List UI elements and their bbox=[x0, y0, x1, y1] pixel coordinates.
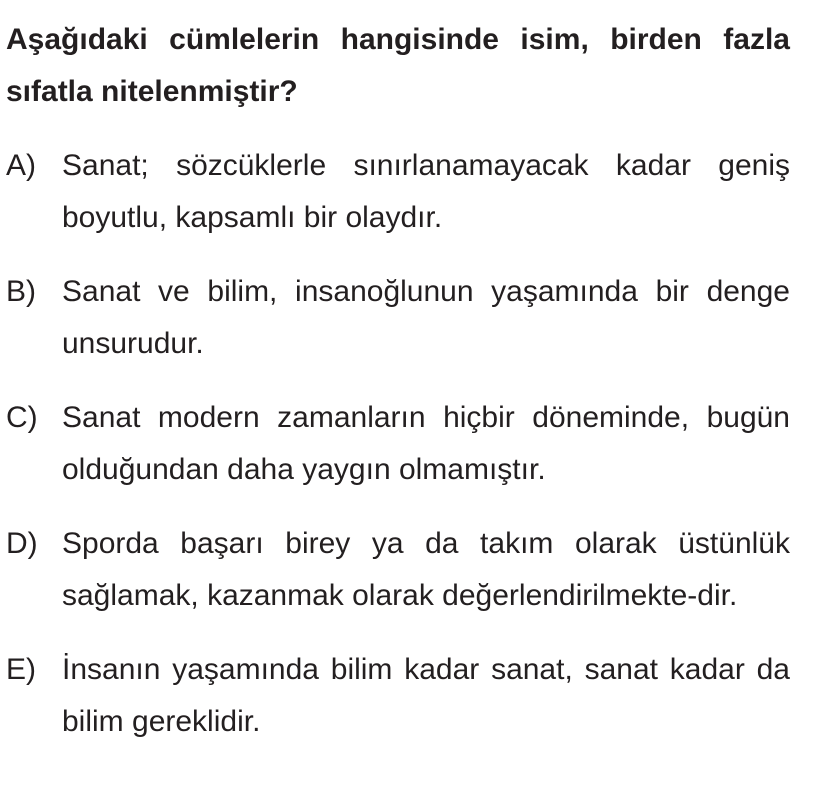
option-d[interactable] bbox=[6, 518, 790, 622]
option-b[interactable] bbox=[6, 266, 790, 370]
question-stem: Aşağıdaki cümlelerin hangisinde isim, birden fazla sıfatla nitelenmiştir? bbox=[6, 23, 790, 108]
option-text: Sanat ve bilim, insanoğlunun yaşamında bir denge unsurudur. bbox=[62, 275, 790, 360]
option-text: İnsanın yaşamında bilim kadar sanat, sanat kadar da bilim gereklidir. bbox=[62, 653, 790, 738]
option-letter: B) bbox=[6, 275, 36, 308]
option-letter: A) bbox=[6, 149, 36, 182]
option-c[interactable] bbox=[6, 392, 790, 496]
option-letter: E) bbox=[6, 653, 36, 686]
option-a[interactable] bbox=[6, 140, 790, 244]
option-text: Sanat; sözcüklerle sınırlanamayacak kadar geniş boyutlu, kapsamlı bir olaydır. bbox=[62, 149, 790, 234]
option-letter: D) bbox=[6, 527, 38, 560]
option-text: Sporda başarı birey ya da takım olarak üstünlük sağlamak, kazanmak olarak değerlendirilmekte-dir. bbox=[62, 527, 790, 612]
option-e[interactable] bbox=[6, 644, 790, 748]
answer-options bbox=[6, 140, 790, 748]
option-letter: C) bbox=[6, 401, 38, 434]
option-text: Sanat modern zamanların hiçbir döneminde, bugün olduğundan daha yaygın olmamıştır. bbox=[62, 401, 790, 486]
